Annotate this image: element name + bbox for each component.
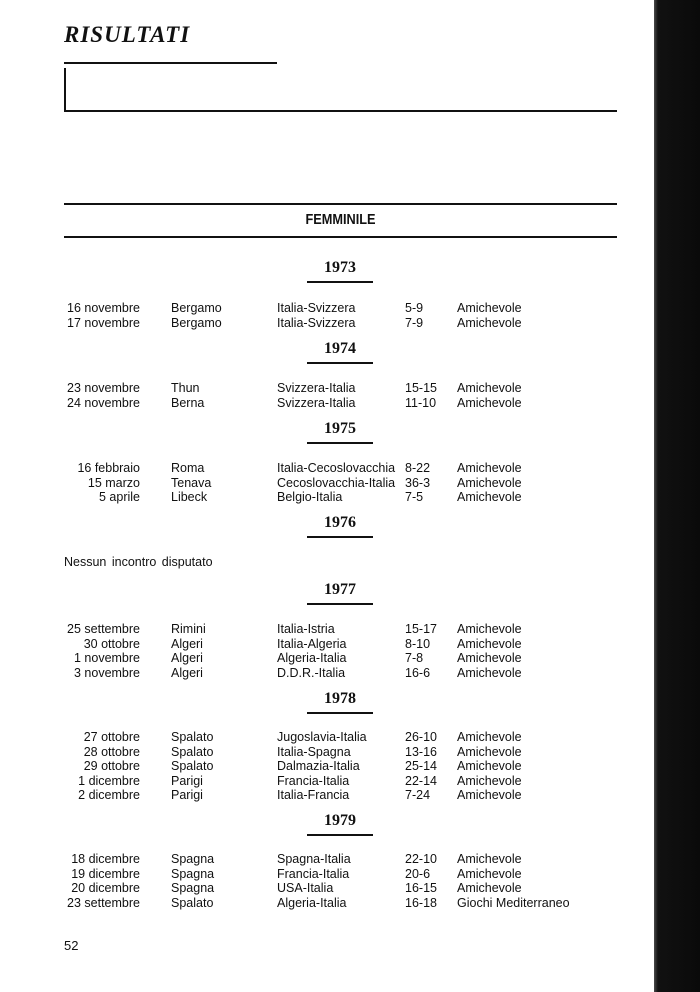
match-type: Amichevole (457, 475, 522, 490)
match-score: 7-8 (405, 651, 424, 666)
match-date: 18 dicembre (71, 852, 140, 866)
match-city: Thun (171, 381, 200, 395)
match-city: Spalato (171, 895, 214, 910)
header-box-left-line (64, 68, 66, 112)
match-teams: Belgio-Italia (277, 490, 343, 505)
match-score: 7-5 (405, 490, 424, 505)
match-score: 16-18 (405, 895, 437, 910)
match-city: Spagna (171, 852, 215, 866)
result-row (0, 774, 654, 789)
match-teams: Francia-Italia (277, 773, 350, 788)
match-date: 16 febbraio (77, 461, 140, 475)
match-score: 15-17 (405, 622, 437, 636)
year-heading: 1979 (324, 812, 356, 829)
year-underline (307, 536, 373, 538)
header-box-top-line (64, 62, 277, 64)
match-type: Amichevole (457, 852, 522, 866)
year-heading: 1977 (324, 581, 356, 598)
match-date: 20 dicembre (71, 881, 140, 896)
match-date: 27 ottobre (83, 730, 140, 744)
section-heading: FEMMINILE (305, 211, 376, 228)
match-teams: Algeria-Italia (277, 651, 347, 666)
match-date: 28 ottobre (83, 744, 140, 759)
result-row (0, 476, 654, 491)
page-title: RISULTATI (64, 22, 191, 47)
match-teams: Italia-Svizzera (277, 301, 356, 315)
match-score: 22-10 (405, 852, 437, 866)
year-underline (307, 281, 373, 283)
result-row (0, 381, 654, 396)
match-date: 16 novembre (67, 301, 140, 315)
match-teams: Svizzera-Italia (277, 381, 356, 395)
result-row (0, 461, 654, 476)
match-city: Bergamo (171, 301, 222, 315)
match-date: 19 dicembre (71, 866, 140, 881)
match-type: Amichevole (457, 461, 522, 475)
match-type: Amichevole (457, 490, 522, 505)
match-type: Amichevole (457, 622, 522, 636)
result-row (0, 637, 654, 652)
result-row (0, 759, 654, 774)
match-city: Spalato (171, 730, 214, 744)
result-row (0, 622, 654, 637)
match-type: Amichevole (457, 381, 522, 395)
match-date: 15 marzo (87, 475, 140, 490)
match-teams: Francia-Italia (277, 866, 350, 881)
page-number: 52 (64, 938, 79, 953)
match-score: 16-6 (405, 665, 431, 680)
match-teams: Italia-Istria (277, 622, 335, 636)
result-row (0, 896, 654, 911)
section-rule-bottom (64, 236, 617, 238)
year-underline (307, 603, 373, 605)
match-date: 17 novembre (67, 315, 140, 330)
match-city: Spagna (171, 881, 215, 896)
match-teams: Algeria-Italia (277, 895, 347, 910)
match-date: 29 ottobre (83, 759, 140, 774)
match-teams: Italia-Svizzera (277, 315, 356, 330)
match-type: Amichevole (457, 651, 522, 666)
match-score: 25-14 (405, 759, 437, 774)
match-city: Spalato (171, 744, 214, 759)
result-row (0, 666, 654, 681)
match-teams: Italia-Spagna (277, 744, 351, 759)
match-date: 5 aprile (99, 490, 140, 505)
match-date: 30 ottobre (83, 636, 140, 651)
match-city: Spagna (171, 866, 215, 881)
match-score: 20-6 (405, 866, 431, 881)
match-type: Amichevole (457, 636, 522, 651)
match-type: Amichevole (457, 730, 522, 744)
match-type: Amichevole (457, 395, 522, 410)
year-heading: 1978 (324, 690, 356, 707)
match-date: 24 novembre (67, 395, 140, 410)
match-type: Amichevole (457, 315, 522, 330)
year-underline (307, 712, 373, 714)
match-date: 25 settembre (67, 622, 140, 636)
match-score: 13-16 (405, 744, 437, 759)
header-box-bottom-line (64, 110, 617, 112)
match-city: Spalato (171, 759, 214, 774)
match-type: Amichevole (457, 866, 522, 881)
match-teams: D.D.R.-Italia (277, 665, 346, 680)
year-heading: 1975 (324, 420, 356, 437)
match-score: 11-10 (405, 395, 437, 410)
section-rule-top (64, 203, 617, 205)
result-row (0, 745, 654, 760)
match-score: 36-3 (405, 475, 431, 490)
result-row (0, 301, 654, 316)
match-type: Amichevole (457, 665, 522, 680)
match-city: Algeri (171, 636, 203, 651)
match-teams: Jugoslavia-Italia (277, 730, 367, 744)
result-row (0, 730, 654, 745)
year-heading: 1973 (324, 259, 356, 276)
match-city: Berna (171, 395, 205, 410)
match-date: 2 dicembre (78, 788, 140, 803)
match-type: Amichevole (457, 881, 522, 896)
match-score: 22-14 (405, 773, 437, 788)
match-date: 1 dicembre (78, 773, 140, 788)
result-row (0, 788, 654, 803)
result-row (0, 651, 654, 666)
match-date: 3 novembre (73, 665, 140, 680)
no-matches-note: Nessun incontro disputato (64, 555, 213, 569)
result-row (0, 881, 654, 896)
match-teams: Italia-Algeria (277, 636, 347, 651)
result-row (0, 867, 654, 882)
match-type: Amichevole (457, 788, 522, 803)
match-teams: Italia-Cecoslovacchia (277, 461, 396, 475)
match-date: 1 novembre (73, 651, 140, 666)
match-teams: USA-Italia (277, 881, 334, 896)
match-city: Algeri (171, 665, 203, 680)
match-score: 26-10 (405, 730, 437, 744)
match-score: 8-10 (405, 636, 431, 651)
match-score: 5-9 (405, 301, 424, 315)
result-row (0, 490, 654, 505)
match-teams: Spagna-Italia (277, 852, 351, 866)
match-teams: Cecoslovacchia-Italia (277, 475, 396, 490)
match-city: Algeri (171, 651, 203, 666)
match-city: Roma (171, 461, 205, 475)
match-score: 7-9 (405, 315, 424, 330)
match-type: Amichevole (457, 744, 522, 759)
page-edge-shadow (654, 0, 700, 992)
match-teams: Italia-Francia (277, 788, 350, 803)
match-city: Parigi (171, 788, 203, 803)
match-score: 8-22 (405, 461, 431, 475)
match-teams: Svizzera-Italia (277, 395, 356, 410)
match-type: Amichevole (457, 773, 522, 788)
match-score: 7-24 (405, 788, 431, 803)
match-type: Amichevole (457, 759, 522, 774)
year-underline (307, 362, 373, 364)
year-heading: 1974 (324, 340, 356, 357)
result-row (0, 316, 654, 331)
match-teams: Dalmazia-Italia (277, 759, 360, 774)
match-score: 16-15 (405, 881, 437, 896)
result-row (0, 852, 654, 867)
match-type: Amichevole (457, 301, 522, 315)
year-underline (307, 834, 373, 836)
year-heading: 1976 (324, 514, 356, 531)
match-city: Rimini (171, 622, 206, 636)
match-city: Tenava (171, 475, 212, 490)
match-city: Bergamo (171, 315, 222, 330)
match-date: 23 novembre (67, 381, 140, 395)
result-row (0, 396, 654, 411)
match-city: Parigi (171, 773, 203, 788)
match-city: Libeck (171, 490, 208, 505)
year-underline (307, 442, 373, 444)
match-date: 23 settembre (67, 895, 140, 910)
match-type: Giochi Mediterraneo (457, 895, 570, 910)
match-score: 15-15 (405, 381, 437, 395)
